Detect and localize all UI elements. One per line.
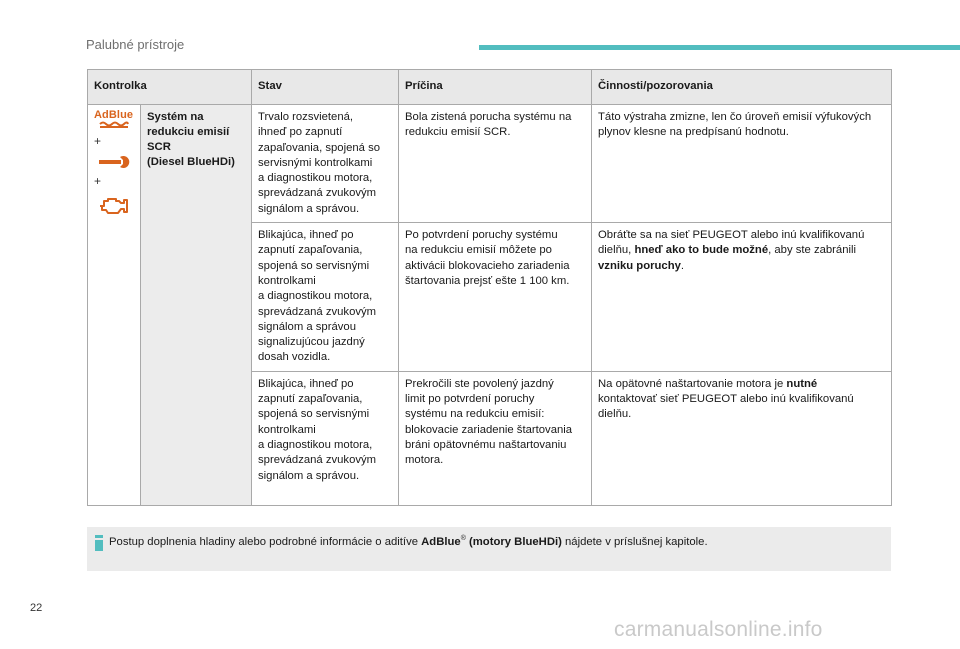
info-box bbox=[87, 527, 891, 571]
stav-cell: Trvalo rozsvietená, ihneď po zapnutí zapaľovania, spojená so servisnými kontrolkami a diagnostikou motora, sprevádzaná zvukovým signálom a správou. bbox=[252, 105, 399, 223]
engine-icon bbox=[99, 195, 129, 217]
table-row bbox=[88, 105, 892, 223]
plus-sign: + bbox=[94, 134, 102, 148]
stav-cell: Blikajúca, ihneď po zapnutí zapaľovania, spojená so servisnými kontrolkami a diagnostikou motora, sprevádzaná zvukovým signálom a správou signalizujúcou jazdný dosah vozidla. bbox=[252, 223, 399, 372]
watermark: carmanualsonline.info bbox=[614, 618, 823, 641]
cinnosti-cell: Obráťte sa na sieť PEUGEOT alebo inú kvalifikovanú dielňu, hneď ako to bude možné, aby ste zabránili vzniku poruchy. bbox=[592, 223, 892, 372]
cinnosti-cell: Na opätovné naštartovanie motora je nutné kontaktovať sieť PEUGEOT alebo inú kvalifikovanú dielňu. bbox=[592, 371, 892, 505]
info-text: Postup doplnenia hladiny alebo podrobné informácie o aditíve AdBlue® (motory BlueHDi) nájdete v príslušnej kapitole. bbox=[109, 535, 708, 548]
page-number: 22 bbox=[30, 602, 43, 614]
table-header-row bbox=[88, 70, 892, 105]
pricina-cell: Prekročili ste povolený jazdný limit po potvrdení poruchy systému na redukciu emisií: blokovacie zariadenie štartovania bráni opätovnému naštartovaniu motora. bbox=[399, 371, 592, 505]
warning-lamp-table bbox=[87, 69, 892, 506]
icon-cell bbox=[88, 105, 141, 506]
header-accent-bar bbox=[479, 45, 960, 50]
system-name: Systém na redukciu emisií SCR (Diesel BlueHDi) bbox=[147, 111, 235, 168]
adblue-label: AdBlue bbox=[94, 109, 134, 121]
wrench-icon bbox=[98, 155, 130, 169]
pricina-cell: Bola zistená porucha systému na redukciu emisií SCR. bbox=[399, 105, 592, 223]
info-icon bbox=[95, 535, 103, 551]
pricina-cell: Po potvrdení poruchy systému na redukciu emisií môžete po aktivácii blokovacieho zariadenia štartovania prejsť ešte 1 100 km. bbox=[399, 223, 592, 372]
header-kontrolka: Kontrolka bbox=[88, 70, 252, 105]
plus-sign: + bbox=[94, 174, 102, 188]
adblue-icon bbox=[94, 110, 134, 129]
adblue-wave-icon bbox=[99, 121, 129, 129]
stav-cell: Blikajúca, ihneď po zapnutí zapaľovania, spojená so servisnými kontrolkami a diagnostikou motora, sprevádzaná zvukovým signálom a správou. bbox=[252, 371, 399, 505]
header-cinnosti: Činnosti/pozorovania bbox=[592, 70, 892, 105]
system-name-cell bbox=[141, 105, 252, 506]
cinnosti-cell: Táto výstraha zmizne, len čo úroveň emisií výfukových plynov klesne na predpísanú hodnotu. bbox=[592, 105, 892, 223]
header-pricina: Príčina bbox=[399, 70, 592, 105]
header-stav: Stav bbox=[252, 70, 399, 105]
section-title: Palubné prístroje bbox=[86, 37, 185, 52]
